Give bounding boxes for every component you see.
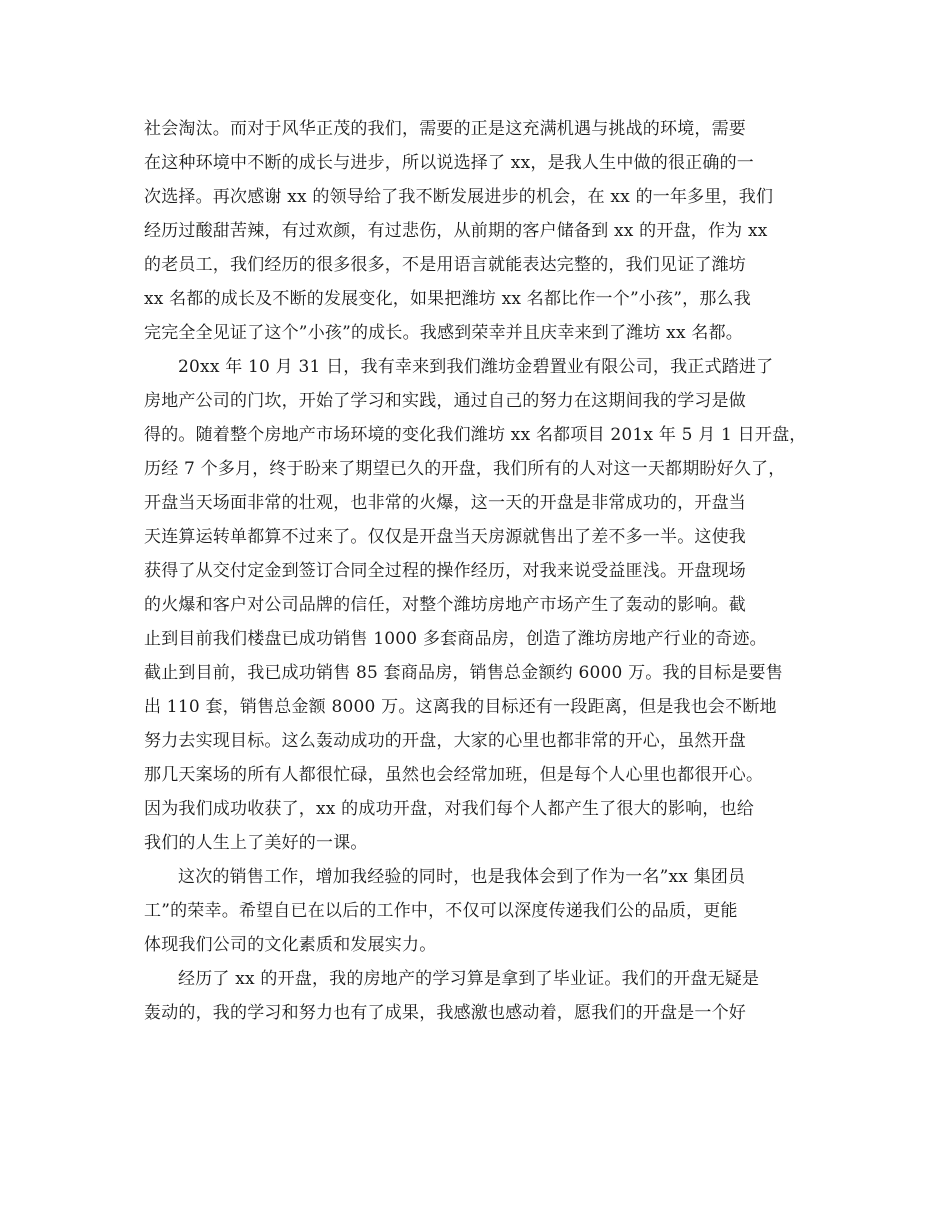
- text-line: 因为我们成功收获了，xx 的成功开盘，对我们每个人都产生了很大的影响，也给: [144, 799, 754, 819]
- text-line: 的火爆和客户对公司品牌的信任，对整个潍坊房地产市场产生了轰动的影响。截: [144, 595, 746, 615]
- text-line: 天连算运转单都算不过来了。仅仅是开盘当天房源就售出了差不多一半。这使我: [144, 527, 746, 547]
- text-line: 的老员工，我们经历的很多很多，不是用语言就能表达完整的，我们见证了潍坊: [144, 255, 746, 275]
- text-line: 得的。随着整个房地产市场环境的变化我们潍坊 xx 名都项目 201x 年 5 月 1 日开盘，: [144, 425, 807, 445]
- text-line: 工”的荣幸。希望自已在以后的工作中，不仅可以深度传递我们公的品质，更能: [144, 901, 738, 921]
- text-line: 截止到目前，我已成功销售 85 套商品房，销售总金额约 6000 万。我的目标是要售: [144, 663, 783, 683]
- text-line: 次选择。再次感谢 xx 的领导给了我不断发展进步的机会，在 xx 的一年多里，我们: [144, 187, 774, 207]
- text-line: 获得了从交付定金到签订合同全过程的操作经历，对我来说受益匪浅。开盘现场: [144, 561, 746, 581]
- text-line: 我们的人生上了美好的一课。: [144, 833, 368, 853]
- text-line: xx 名都的成长及不断的发展变化，如果把潍坊 xx 名都比作一个”小孩”，那么我: [144, 289, 751, 309]
- text-line: 房地产公司的门坎，开始了学习和实践，通过自己的努力在这期间我的学习是做: [144, 391, 746, 411]
- text-line: 那几天案场的所有人都很忙碌，虽然也会经常加班，但是每个人心里也都很开心。: [144, 765, 764, 785]
- paragraph-start-line: 这次的销售工作，增加我经验的同时，也是我体会到了作为一名”xx 集团员: [178, 867, 746, 887]
- text-line: 体现我们公司的文化素质和发展实力。: [144, 935, 437, 955]
- text-line: 出 110 套，销售总金额 8000 万。这离我的目标还有一段距离，但是我也会不断地: [144, 697, 777, 717]
- text-line: 历经 7 个多月，终于盼来了期望已久的开盘，我们所有的人对这一天都期盼好久了，: [144, 459, 786, 479]
- text-line: 开盘当天场面非常的壮观，也非常的火爆，这一天的开盘是非常成功的，开盘当: [144, 493, 746, 513]
- text-line: 完完全全见证了这个”小孩”的成长。我感到荣幸并且庆幸来到了潍坊 xx 名都。: [144, 323, 743, 343]
- text-line: 努力去实现目标。这么轰动成功的开盘，大家的心里也都非常的开心，虽然开盘: [144, 731, 746, 751]
- text-line: 社会淘汰。而对于风华正茂的我们，需要的正是这充满机遇与挑战的环境，需要: [144, 119, 746, 139]
- text-line: 止到目前我们楼盘已成功销售 1000 多套商品房，创造了潍坊房地产行业的奇迹。: [144, 629, 767, 649]
- paragraph-start-line: 20xx 年 10 月 31 日，我有幸来到我们潍坊金碧置业有限公司，我正式踏进了: [178, 357, 774, 377]
- paragraph-start-line: 经历了 xx 的开盘，我的房地产的学习算是拿到了毕业证。我们的开盘无疑是: [178, 969, 760, 989]
- text-line: 经历过酸甜苦辣，有过欢颜，有过悲伤，从前期的客户储备到 xx 的开盘，作为 xx: [144, 221, 768, 241]
- text-line: 轰动的，我的学习和努力也有了成果，我感激也感动着，愿我们的开盘是一个好: [144, 1003, 746, 1023]
- text-line: 在这种环境中不断的成长与进步，所以说选择了 xx，是我人生中做的很正确的一: [144, 153, 754, 173]
